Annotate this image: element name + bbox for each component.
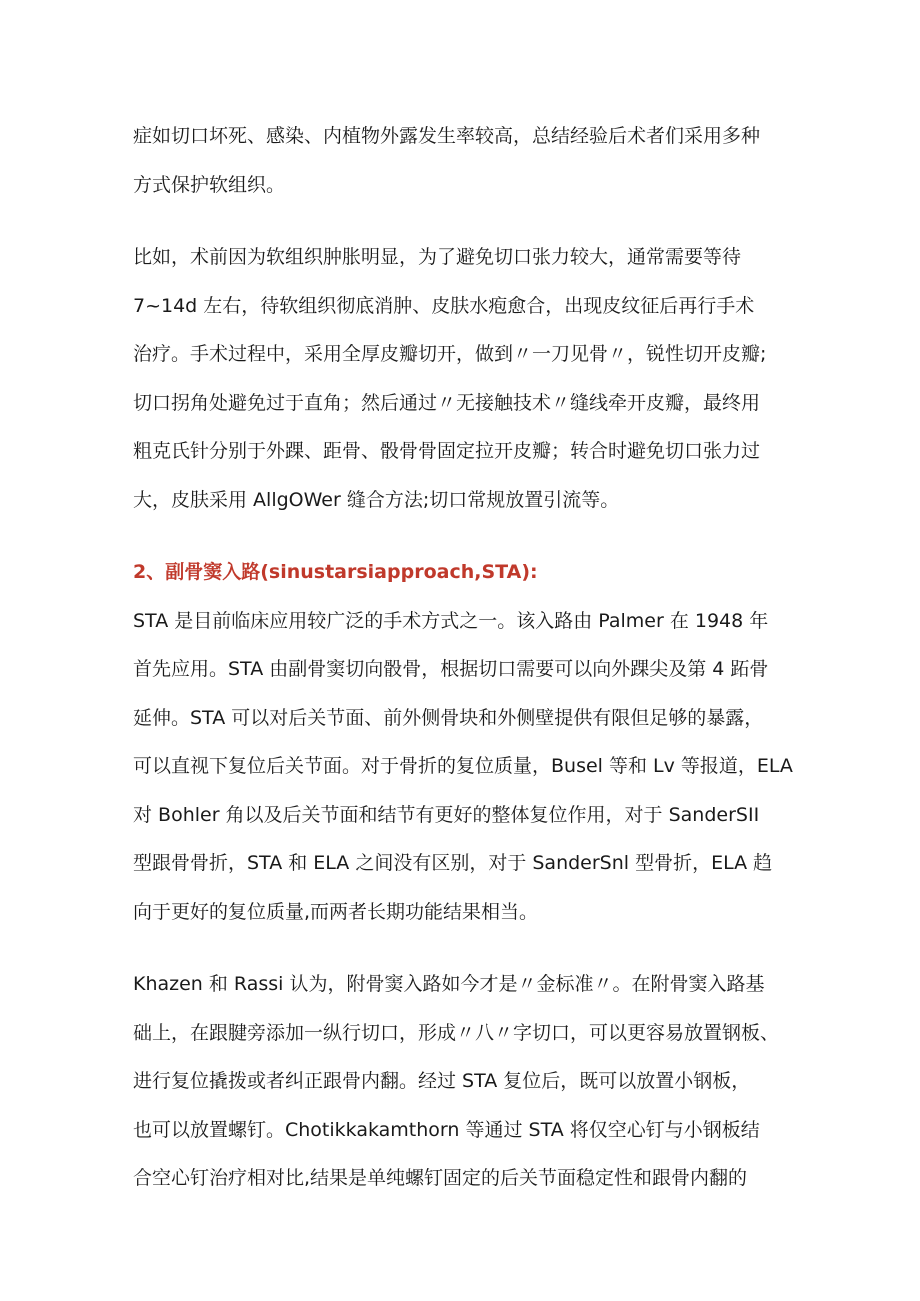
- text-line: 7~14d 左右，待软组织彻底消肿、皮肤水疱愈合，出现皮纹征后再行手术: [133, 294, 755, 317]
- paragraph-sta-overview: [133, 597, 798, 937]
- paragraph-sta-gold-standard: [133, 960, 798, 1203]
- text-line: 合空心钉治疗相对比,结果是单纯螺钉固定的后关节面稳定性和跟骨内翻的: [133, 1167, 748, 1189]
- text-line: 也可以放置螺钉。Chotikkakamthorn 等通过 STA 将仅空心钉与小钢板结: [133, 1118, 760, 1141]
- document-body: [133, 112, 798, 1227]
- section-heading-sta: [133, 548, 798, 597]
- text-line: 方式保护软组织。: [133, 173, 286, 196]
- text-line: 治疗。手术过程中，采用全厚皮瓣切开，做到〃一刀见骨〃，锐性切开皮瓣;: [133, 343, 767, 365]
- text-line: 大，皮肤采用 AllgOWer 缝合方法;切口常规放置引流等。: [133, 488, 620, 511]
- text-line: 向于更好的复位质量,而两者长期功能结果相当。: [133, 900, 539, 923]
- text-line: 进行复位撬拨或者纠正跟骨内翻。经过 STA 复位后，既可以放置小钢板，: [133, 1070, 751, 1092]
- paragraph-soft-tissue-protection: [133, 233, 798, 524]
- text-line: 粗克氏针分别于外踝、距骨、骰骨骨固定拉开皮瓣；转合时避免切口张力过: [133, 440, 761, 462]
- text-line: 切口拐角处避免过于直角；然后通过〃无接触技术〃缝线牵开皮瓣，最终用: [133, 391, 761, 414]
- text-line: 首先应用。STA 由副骨窦切向骰骨，根据切口需要可以向外踝尖及第 4 跖骨: [133, 658, 769, 680]
- text-line: 可以直视下复位后关节面。对于骨折的复位质量，Busel 等和 Lv 等报道，ELA: [133, 755, 793, 777]
- text-line: 对 Bohler 角以及后关节面和结节有更好的整体复位作用，对于 SanderSII: [133, 803, 760, 826]
- heading-text: 2、副骨窦入路(sinustarsiapproach,STA):: [133, 561, 538, 583]
- text-line: STA 是目前临床应用较广泛的手术方式之一。该入路由 Palmer 在 1948 年: [133, 609, 769, 632]
- text-line: 延伸。STA 可以对后关节面、前外侧骨块和外侧壁提供有限但足够的暴露，: [133, 706, 764, 729]
- text-line: 础上，在跟腱旁添加一纵行切口，形成〃八〃字切口，可以更容易放置钢板、: [133, 1021, 780, 1044]
- paragraph-soft-tissue-intro: [133, 112, 798, 209]
- text-line: 型跟骨骨折，STA 和 ELA 之间没有区别，对于 SanderSnl 型骨折，ELA 趋: [133, 852, 773, 874]
- text-line: 比如，术前因为软组织肿胀明显，为了避免切口张力较大，通常需要等待: [133, 246, 742, 268]
- text-line: 症如切口坏死、感染、内植物外露发生率较高，总结经验后术者们采用多种: [133, 125, 761, 147]
- text-line: Khazen 和 Rassi 认为，附骨窦入路如今才是〃金标准〃。在附骨窦入路基: [133, 973, 765, 995]
